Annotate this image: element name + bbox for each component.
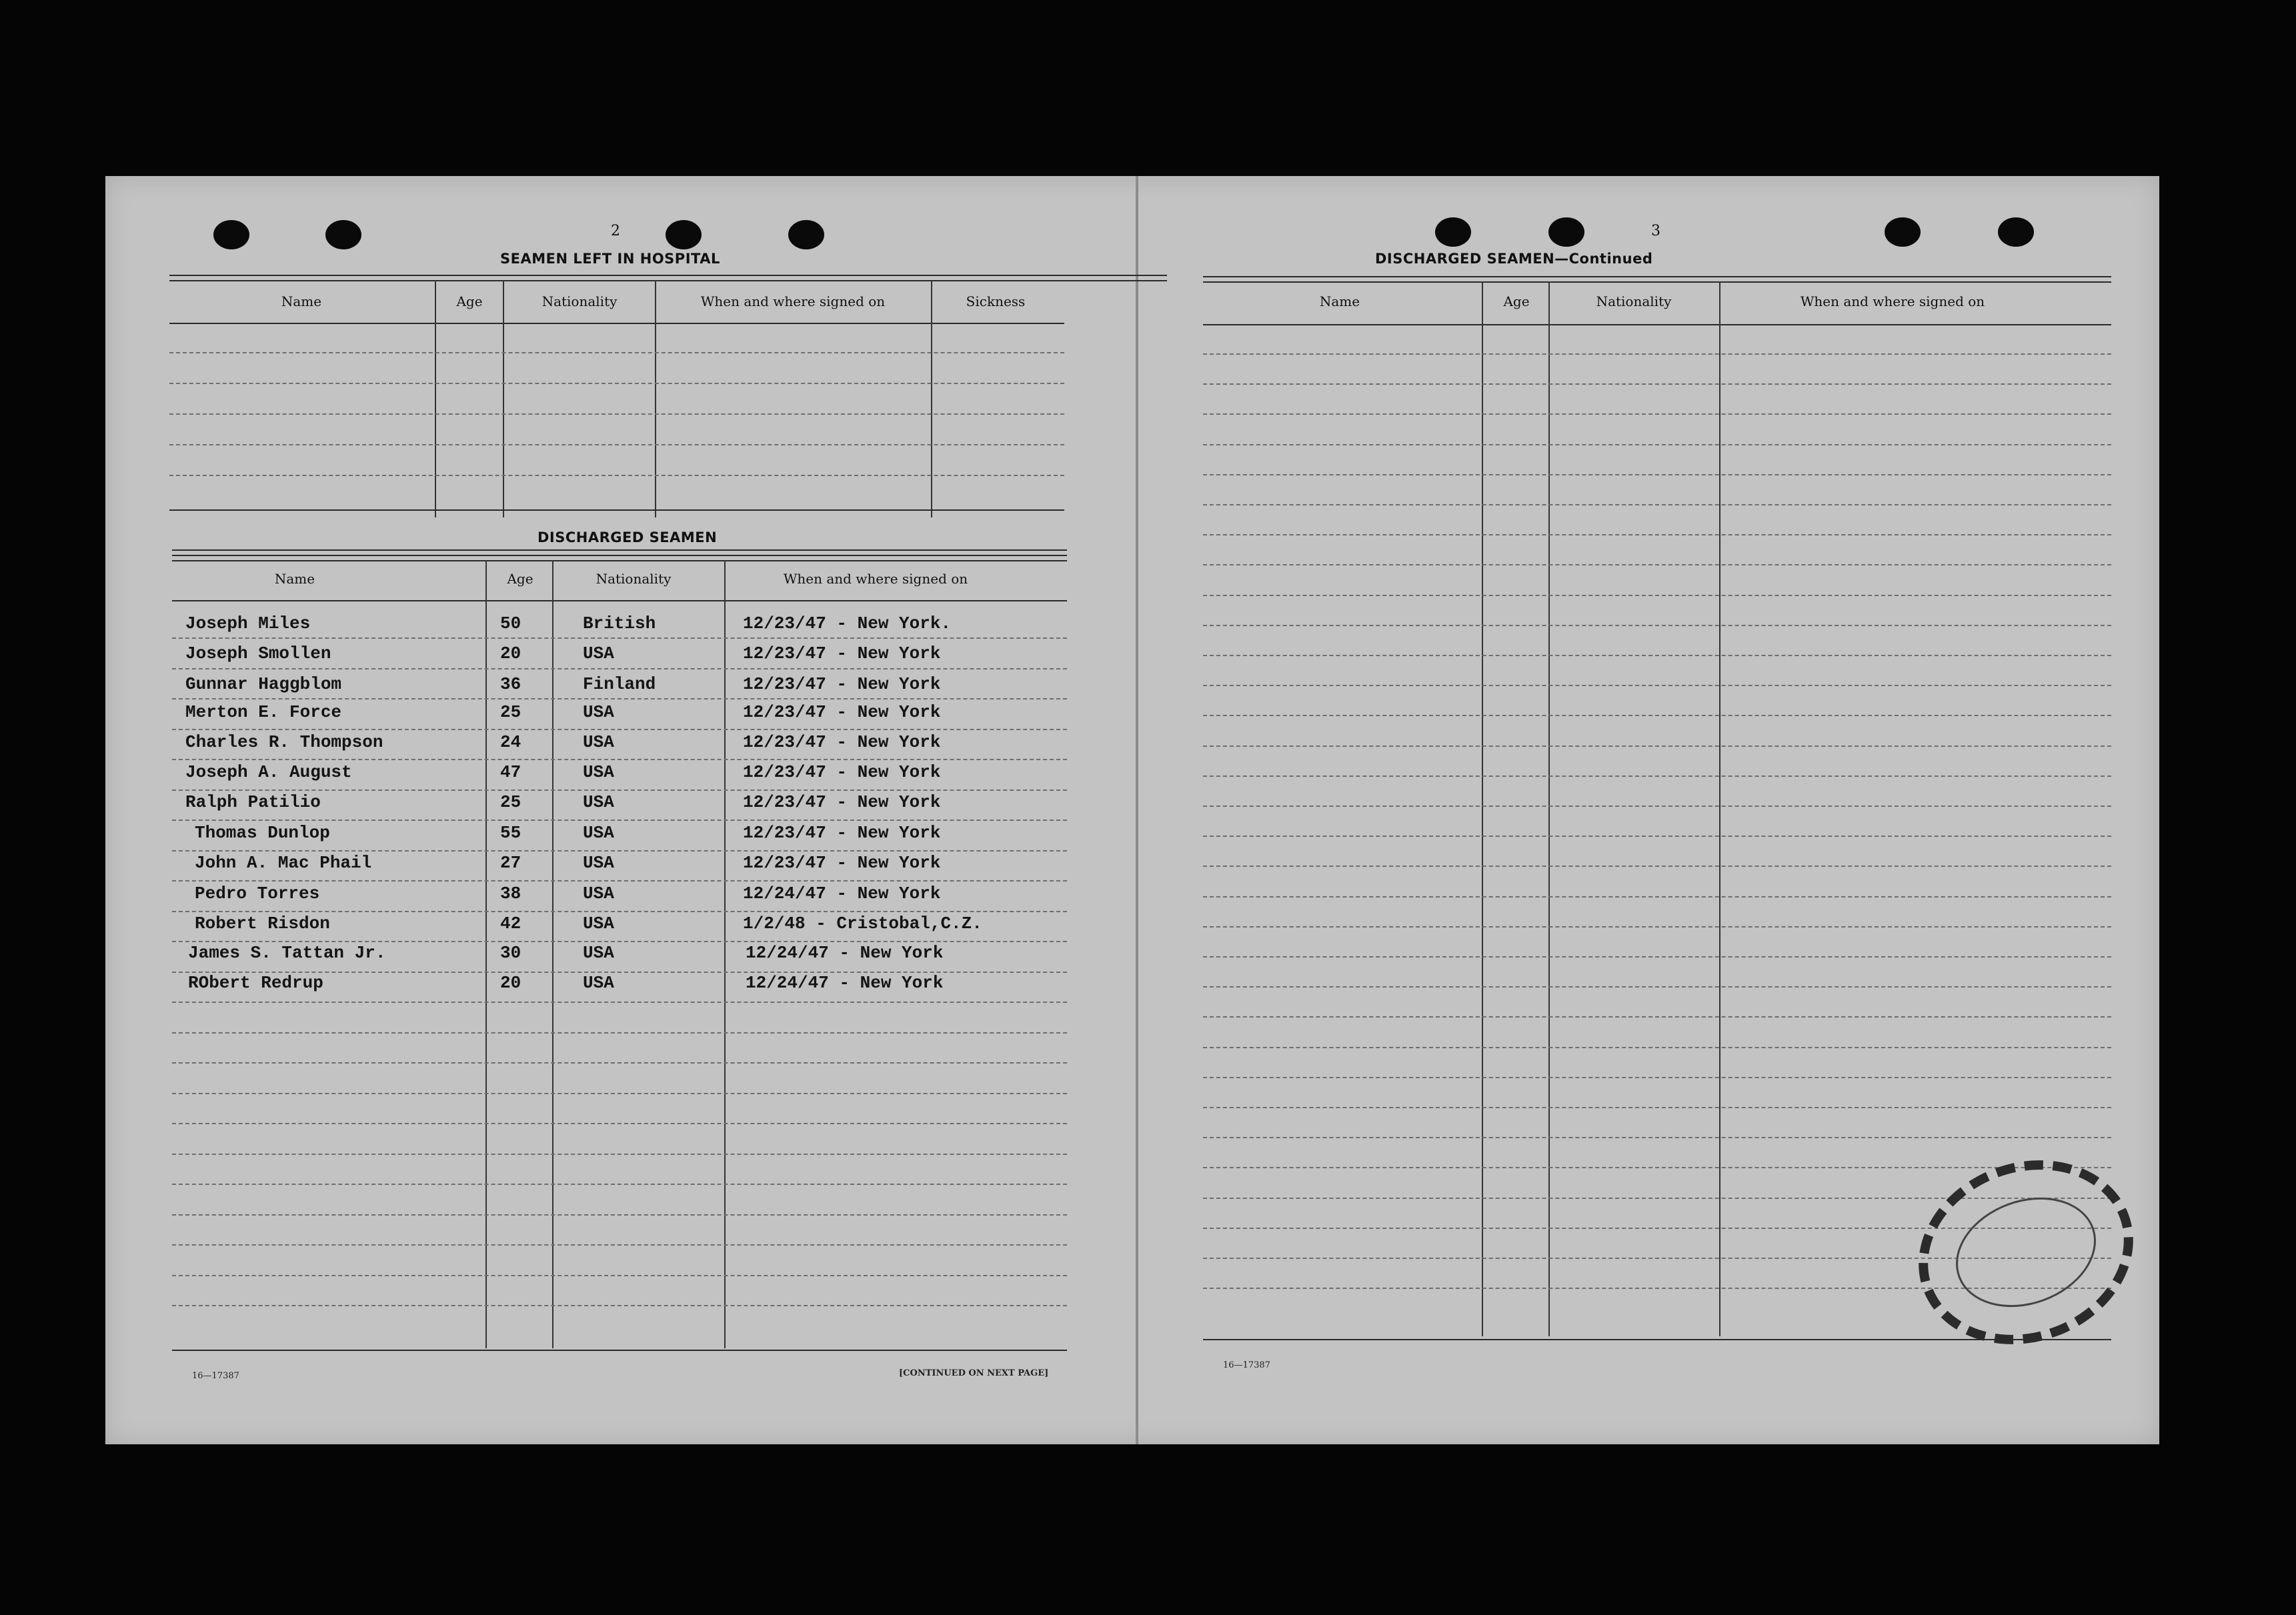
hospital-col-signed-on: When and where signed on [700, 293, 886, 309]
row-line [1203, 1077, 2111, 1078]
page-number-right: 3 [1651, 223, 1660, 239]
seaman-age: 42 [500, 914, 521, 934]
row-line [172, 1244, 1067, 1246]
hospital-row-line [169, 383, 1064, 384]
seaman-nationality: British [583, 613, 656, 633]
seaman-age: 24 [500, 732, 521, 752]
seaman-name: Merton E. Force [185, 702, 342, 722]
seaman-nationality: USA [583, 702, 614, 722]
seaman-age: 50 [500, 613, 521, 633]
right-col-age: Age [1503, 293, 1530, 309]
row-line [1203, 1107, 2111, 1108]
discharged-col-divider [724, 560, 726, 1348]
seaman-age: 20 [500, 973, 521, 993]
discharged-col-divider [552, 560, 553, 1348]
row-line [172, 1002, 1067, 1003]
seaman-age: 27 [500, 853, 521, 873]
seaman-age: 25 [500, 792, 521, 812]
hospital-section-title: SEAMEN LEFT IN HOSPITAL [500, 251, 720, 267]
seaman-signed-on: 12/23/47 - New York [743, 674, 941, 694]
seaman-name: John A. Mac Phail [195, 853, 372, 873]
punch-hole [325, 220, 361, 249]
row-line [1203, 805, 2111, 807]
row-line [1203, 474, 2111, 475]
row-line [1203, 836, 2111, 837]
form-number-right: 16—17387 [1223, 1360, 1270, 1370]
row-line [1203, 655, 2111, 656]
seaman-signed-on: 12/23/47 - New York [743, 792, 941, 812]
row-line [1203, 595, 2111, 596]
seaman-nationality: Finland [583, 674, 656, 694]
seaman-age: 25 [500, 702, 521, 722]
row-line [172, 789, 1067, 791]
form-number-left: 16—17387 [192, 1371, 239, 1381]
row-line [172, 637, 1067, 639]
row-line [1203, 534, 2111, 535]
continued-section-title: DISCHARGED SEAMEN—Continued [1375, 251, 1653, 267]
right-bottom-rule [1203, 1339, 2111, 1340]
seaman-nationality: USA [583, 643, 614, 663]
row-line [1203, 413, 2111, 415]
right-col-signed-on: When and where signed on [1800, 293, 1985, 309]
seaman-nationality: USA [583, 914, 614, 934]
row-line [1203, 1167, 2111, 1168]
stamp-inner-ring [1941, 1179, 2111, 1326]
row-line [1203, 564, 2111, 565]
punch-hole [1998, 217, 2034, 247]
row-line [1203, 866, 2111, 867]
seaman-age: 30 [500, 943, 521, 963]
discharged-col-name: Name [274, 571, 315, 587]
hospital-header-rule [169, 323, 1064, 324]
right-top-rule [1203, 276, 2111, 283]
discharged-col-nationality: Nationality [596, 571, 672, 587]
punch-hole [788, 220, 824, 249]
row-line [172, 1305, 1067, 1306]
punch-hole [1548, 217, 1584, 247]
seaman-name: Ralph Patilio [185, 792, 321, 812]
row-line [1203, 1016, 2111, 1018]
hospital-top-rule [169, 275, 1167, 281]
row-line [172, 941, 1067, 942]
row-line [1203, 986, 2111, 988]
row-line [172, 1093, 1067, 1094]
hospital-row-line [169, 475, 1064, 476]
row-line [1203, 383, 2111, 385]
row-line [1203, 1047, 2111, 1048]
seaman-name: Charles R. Thompson [185, 732, 383, 752]
seaman-nationality: USA [583, 762, 614, 782]
discharged-col-signed-on: When and where signed on [783, 571, 968, 587]
right-col-divider [1719, 281, 1720, 1336]
seaman-nationality: USA [583, 884, 614, 904]
row-line [172, 729, 1067, 730]
hospital-col-divider [503, 280, 504, 517]
row-line [1203, 444, 2111, 445]
seaman-signed-on: 1/2/48 - Cristobal,C.Z. [743, 914, 982, 934]
seaman-name: Robert Risdon [195, 914, 330, 934]
seaman-name: Pedro Torres [195, 884, 320, 904]
seaman-age: 38 [500, 884, 521, 904]
seaman-name: Thomas Dunlop [195, 823, 330, 843]
row-line [172, 1184, 1067, 1185]
row-line [172, 1275, 1067, 1276]
seaman-name: RObert Redrup [188, 973, 323, 993]
discharged-bottom-rule [172, 1350, 1067, 1351]
seaman-signed-on: 12/23/47 - New York [743, 853, 941, 873]
row-line [172, 1214, 1067, 1216]
row-line [1203, 715, 2111, 716]
hospital-col-nationality: Nationality [541, 293, 618, 309]
discharged-header-top-rule [172, 555, 1067, 561]
seaman-nationality: USA [583, 973, 614, 993]
hospital-row-line [169, 444, 1064, 445]
seaman-signed-on: 12/23/47 - New York [743, 643, 941, 663]
hospital-col-divider [435, 280, 436, 517]
row-line [1203, 685, 2111, 686]
row-line [172, 850, 1067, 852]
row-line [1203, 504, 2111, 505]
hospital-col-sickness: Sickness [966, 293, 1026, 309]
seaman-age: 47 [500, 762, 521, 782]
discharged-header-rule [172, 600, 1067, 601]
right-col-divider [1548, 281, 1550, 1336]
seaman-signed-on: 12/24/47 - New York [746, 973, 944, 993]
seaman-name: Gunnar Haggblom [185, 674, 342, 694]
row-line [172, 1032, 1067, 1034]
seaman-nationality: USA [583, 732, 614, 752]
discharged-col-divider [485, 560, 487, 1348]
seaman-nationality: USA [583, 823, 614, 843]
hospital-col-divider [931, 280, 932, 517]
row-line [172, 1123, 1067, 1124]
row-line [172, 1154, 1067, 1155]
seaman-name: Joseph A. August [185, 762, 352, 782]
discharged-section-title: DISCHARGED SEAMEN [537, 529, 718, 545]
seaman-nationality: USA [583, 792, 614, 812]
hospital-col-name: Name [281, 293, 322, 309]
seaman-name: Joseph Smollen [185, 643, 331, 663]
row-line [1203, 353, 2111, 355]
hospital-row-line [169, 352, 1064, 353]
row-line [1203, 896, 2111, 898]
page-number-left: 2 [611, 223, 620, 239]
seaman-nationality: USA [583, 943, 614, 963]
continued-note: [CONTINUED ON NEXT PAGE] [899, 1368, 1049, 1378]
page-fold [1136, 176, 1138, 1444]
seaman-signed-on: 12/23/47 - New York [743, 732, 941, 752]
seaman-age: 36 [500, 674, 521, 694]
row-line [1203, 926, 2111, 928]
right-col-name: Name [1319, 293, 1360, 309]
row-line [172, 698, 1067, 699]
punch-hole [1885, 217, 1921, 247]
seaman-age: 55 [500, 823, 521, 843]
hospital-bottom-rule [169, 509, 1064, 511]
row-line [172, 911, 1067, 912]
discharged-col-age: Age [507, 571, 533, 587]
punch-hole [666, 220, 702, 249]
seaman-signed-on: 12/24/47 - New York [743, 884, 941, 904]
hospital-col-divider [655, 280, 656, 517]
document-sheet [105, 176, 2159, 1444]
row-line [1203, 775, 2111, 777]
row-line [172, 880, 1067, 882]
hospital-row-line [169, 413, 1064, 415]
row-line [172, 820, 1067, 821]
right-header-rule [1203, 324, 2111, 325]
row-line [1203, 625, 2111, 626]
seaman-signed-on: 12/23/47 - New York [743, 823, 941, 843]
punch-hole [213, 220, 249, 249]
right-col-divider [1482, 281, 1483, 1336]
seaman-nationality: USA [583, 853, 614, 873]
row-line [172, 1062, 1067, 1064]
seaman-signed-on: 12/24/47 - New York [746, 943, 944, 963]
seaman-signed-on: 12/23/47 - New York. [743, 613, 952, 633]
seaman-age: 20 [500, 643, 521, 663]
row-line [1203, 1137, 2111, 1138]
seaman-signed-on: 12/23/47 - New York [743, 702, 941, 722]
punch-hole [1435, 217, 1471, 247]
row-line [172, 668, 1067, 669]
row-line [1203, 956, 2111, 958]
seaman-name: James S. Tattan Jr. [188, 943, 386, 963]
hospital-col-age: Age [456, 293, 483, 309]
right-col-nationality: Nationality [1596, 293, 1672, 309]
row-line [1203, 745, 2111, 747]
row-line [172, 759, 1067, 760]
seaman-name: Joseph Miles [185, 613, 311, 633]
seaman-signed-on: 12/23/47 - New York [743, 762, 941, 782]
